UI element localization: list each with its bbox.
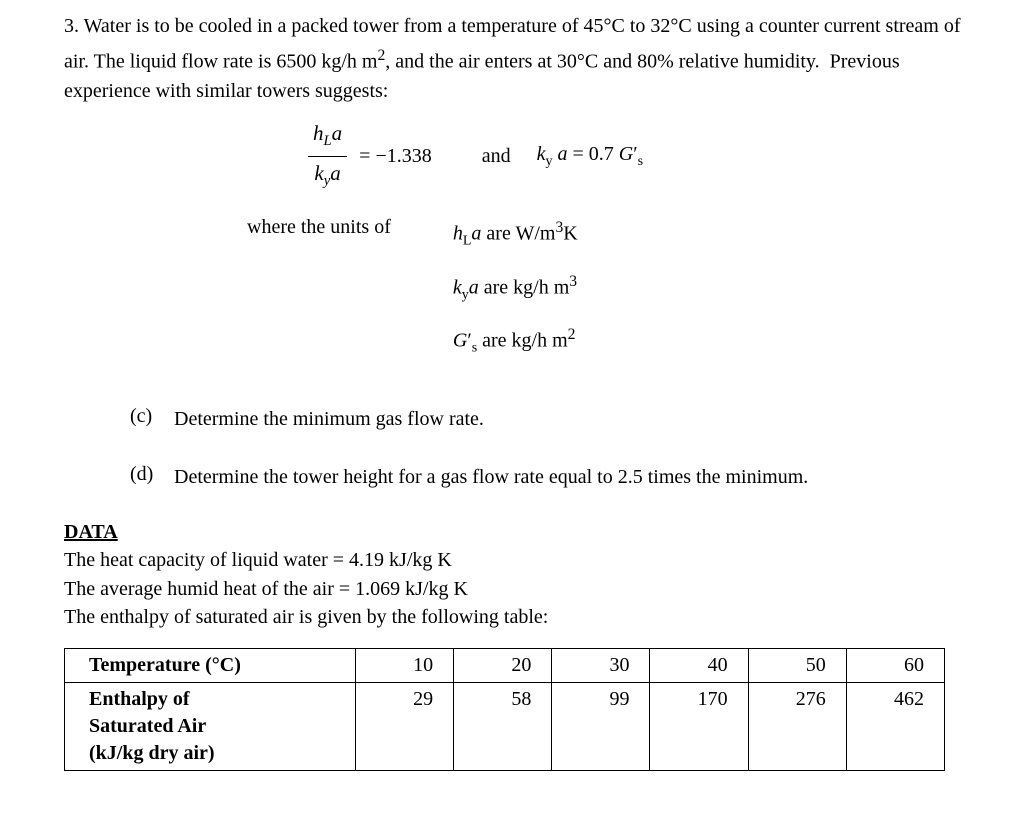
data-line-humid-heat: The average humid heat of the air = 1.069 kJ/kg K (64, 577, 468, 600)
part-d-text: Determine the tower height for a gas flow rate equal to 2.5 times the minimum. (174, 466, 809, 488)
enthalpy-value-cell: 276 (748, 682, 846, 770)
enthalpy-value-cell: 58 (454, 682, 552, 770)
part-c (130, 405, 966, 433)
fraction (308, 120, 347, 194)
temperature-value-cell: 20 (454, 648, 552, 682)
equation-equals: = −1.338 (359, 145, 432, 168)
temperature-value-cell: 40 (650, 648, 748, 682)
part-c-text: Determine the minimum gas flow rate. (174, 408, 484, 430)
units-line-kya: $k_ya$ are kg/h $m^3$ (452, 272, 578, 303)
fraction-denominator: $k_ya$ (314, 160, 341, 190)
part-d (130, 463, 966, 491)
temperature-value-cell: 50 (748, 648, 846, 682)
units-intro: where the units of (247, 216, 391, 239)
temperature-row-label: Temperature (°C) (65, 648, 356, 682)
units-block (247, 214, 966, 375)
temperature-row (65, 648, 945, 682)
enthalpy-row (65, 682, 945, 770)
units-line-gs: $G'_s$ are kg/h $m^2$ (452, 326, 576, 356)
temperature-value-cell: 60 (846, 648, 944, 682)
enthalpy-label-line: (kJ/kg dry air) (89, 741, 215, 764)
data-heading: DATA (64, 521, 118, 543)
equation-rhs: $k_y$ a = 0.7 $G'_s$ (536, 143, 644, 170)
question-parts (130, 405, 966, 491)
enthalpy-value-cell: 170 (650, 682, 748, 770)
temperature-value-cell: 30 (552, 648, 650, 682)
equation-block (308, 120, 966, 194)
data-line-heat-capacity: The heat capacity of liquid water = 4.19 kJ/kg K (64, 549, 452, 571)
enthalpy-label-line: Saturated Air (89, 714, 207, 737)
data-section (64, 521, 966, 632)
equation-conjunction: and (481, 145, 511, 168)
part-c-label: (c) (130, 405, 153, 427)
fraction-numerator: $h_La$ (313, 120, 343, 149)
enthalpy-value-cell: 462 (846, 682, 944, 770)
units-lines (453, 214, 578, 375)
enthalpy-value-cell: 29 (356, 682, 454, 770)
data-line-table-intro: The enthalpy of saturated air is given by the following table: (64, 606, 549, 628)
temperature-value-cell: 10 (356, 648, 454, 682)
enthalpy-table (64, 648, 945, 771)
units-line-hla: $h_La$ are $W/m^3K$ (452, 219, 578, 249)
part-d-label: (d) (130, 463, 154, 485)
enthalpy-value-cell: 99 (552, 682, 650, 770)
enthalpy-row-label (65, 682, 356, 770)
problem-statement: 3. Water is to be cooled in a packed tower from a temperature of 45°C to 32°C using a counter current stream of air. The liquid flow rate is 6500 kg/h $m^2$, and the air enters at 30°C and 80% relative humidity. Previous experience with similar towers suggests: (64, 15, 961, 102)
enthalpy-label-line: Enthalpy of (89, 687, 190, 710)
